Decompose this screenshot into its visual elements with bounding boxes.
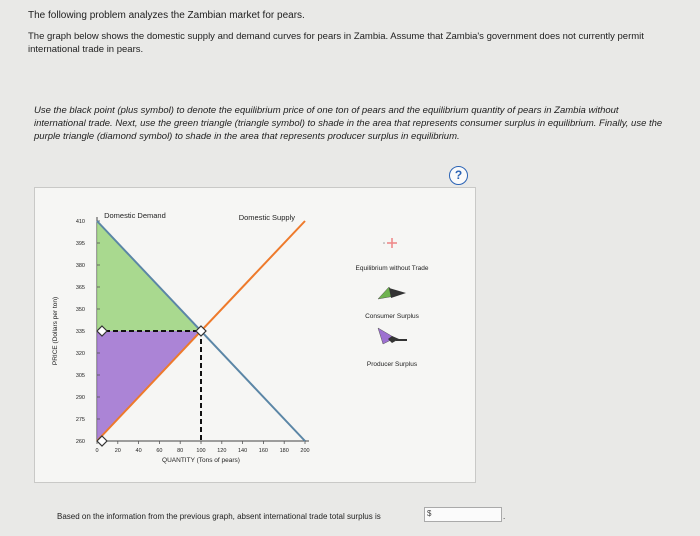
y-tick-label: 290 [75,395,85,401]
x-tick-label: 80 [177,448,184,454]
intro-text: The following problem analyzes the Zambian market for pears. [28,10,305,21]
x-tick-label: 140 [238,448,248,454]
total-surplus-input[interactable] [424,507,502,522]
y-tick-label: 350 [75,307,85,313]
supply-curve-label: Domestic Supply [238,213,295,222]
triangle-icon-handle [389,288,406,298]
y-tick-label: 260 [75,439,85,445]
y-tick-label: 275 [75,417,85,423]
x-axis-label: QUANTITY (Tons of pears) [162,457,240,464]
y-tick-label: 305 [75,373,85,379]
x-tick-label: 0 [95,448,99,454]
problem-description: The graph below shows the domestic supply and demand curves for pears in Zambia. Assume that Zambia's government does not currently permit international trade in pears. [28,31,644,55]
x-tick-label: 100 [196,448,206,454]
y-tick-label: 395 [75,241,85,247]
x-tick-label: 60 [156,448,163,454]
help-icon[interactable]: ? [449,166,468,185]
graph-panel [34,187,476,483]
supply-demand-graph[interactable] [35,188,475,482]
y-tick-label: 335 [75,329,85,335]
currency-prefix: $ [427,509,432,518]
x-tick-label: 20 [114,448,121,454]
y-tick-label: 320 [75,351,85,357]
plus-icon-dot [383,242,385,244]
x-tick-label: 40 [135,448,142,454]
y-axis-label: PRICE (Dollars per ton) [52,296,59,366]
demand-curve-label: Domestic Demand [104,211,166,220]
y-tick-label: 365 [75,285,85,291]
x-tick-label: 160 [258,448,268,454]
y-tick-label: 410 [75,219,85,225]
tool-label-equilibrium: Equilibrium without Trade [355,265,429,272]
answer-suffix: . [503,512,506,521]
tool-label-consumer-surplus: Consumer Surplus [365,313,419,320]
x-tick-label: 200 [300,448,310,454]
y-tick-label: 380 [75,263,85,269]
tool-label-producer-surplus: Producer Surplus [366,361,418,368]
x-tick-label: 180 [279,448,289,454]
instructions-text: Use the black point (plus symbol) to denote the equilibrium price of one ton of pears and the equilibrium quantity of pears in Zambia without international trade. Next, use the green triangle (triangle symbol) to shade in the area that represents consumer surplus in equilibrium. Finally, use the purple triangle (diamond symbol) to shade in the area that represents producer surplus in equilibrium. [34,105,663,142]
x-tick-label: 120 [217,448,227,454]
answer-prompt: Based on the information from the previous graph, absent international trade total surplus is [57,512,381,521]
